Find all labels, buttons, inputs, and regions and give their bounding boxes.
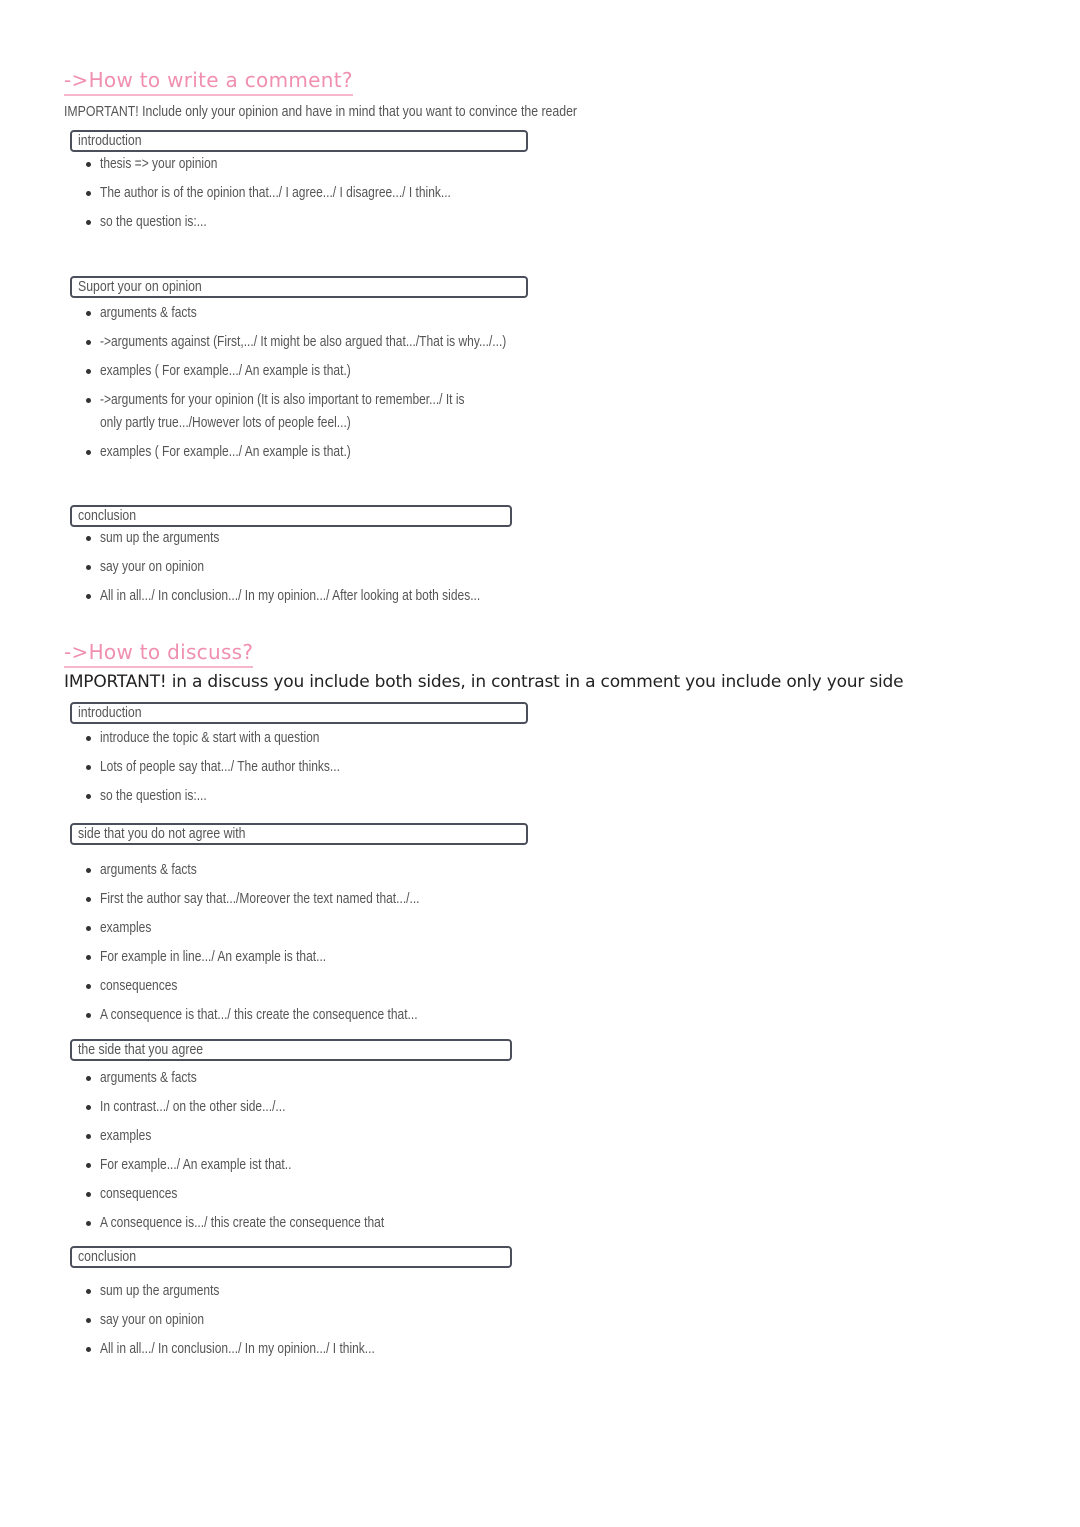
bullet-icon — [86, 1163, 91, 1168]
bullet-icon — [86, 536, 91, 541]
bullet-list-comment-support — [84, 301, 608, 469]
bullet-list-comment-introduction — [84, 152, 539, 239]
bullet-list-discuss-conclusion — [84, 1279, 444, 1366]
list-item: First the author say that.../Moreover the text named that.../... — [84, 887, 499, 916]
list-item: consequences — [84, 1182, 455, 1211]
bullet-icon — [86, 340, 91, 345]
list-item: examples — [84, 1124, 455, 1153]
bullet-icon — [86, 220, 91, 225]
bullet-icon — [86, 955, 91, 960]
list-item: arguments & facts — [84, 858, 499, 887]
section-label: Suport your on opinion — [78, 278, 202, 295]
bullet-icon — [86, 1013, 91, 1018]
list-item: examples ( For example.../ An example is that.) — [84, 440, 608, 469]
section-box-discuss-disagree — [70, 823, 528, 845]
list-item: say your on opinion — [84, 1308, 444, 1337]
list-item: sum up the arguments — [84, 526, 575, 555]
section-box-comment-conclusion — [70, 505, 512, 527]
bullet-icon — [86, 926, 91, 931]
list-item: For example.../ An example ist that.. — [84, 1153, 455, 1182]
section-label: introduction — [78, 704, 142, 721]
section-label: conclusion — [78, 507, 137, 524]
bullet-icon — [86, 1221, 91, 1226]
bullet-icon — [86, 765, 91, 770]
section-box-discuss-conclusion — [70, 1246, 512, 1268]
bullet-list-discuss-introduction — [84, 726, 400, 813]
list-item: The author is of the opinion that.../ I agree.../ I disagree.../ I think... — [84, 181, 539, 210]
bullet-icon — [86, 736, 91, 741]
bullet-icon — [86, 450, 91, 455]
list-item: thesis => your opinion — [84, 152, 539, 181]
bullet-icon — [86, 1134, 91, 1139]
section-box-comment-introduction — [70, 130, 528, 152]
list-item: so the question is:... — [84, 784, 400, 813]
section-label: the side that you agree — [78, 1041, 204, 1058]
bullet-icon — [86, 1289, 91, 1294]
list-item: consequences — [84, 974, 499, 1003]
discuss-heading: ->How to discuss? — [64, 640, 253, 668]
bullet-icon — [86, 868, 91, 873]
list-item: arguments & facts — [84, 1066, 455, 1095]
bullet-icon — [86, 398, 91, 403]
comment-important-note: IMPORTANT! Include only your opinion and have in mind that you want to convince the reader — [64, 103, 578, 120]
bullet-icon — [86, 1318, 91, 1323]
list-item: arguments & facts — [84, 301, 608, 330]
list-item: A consequence is.../ this create the consequence that — [84, 1211, 455, 1240]
section-box-discuss-introduction — [70, 702, 528, 724]
list-item: introduce the topic & start with a question — [84, 726, 400, 755]
bullet-icon — [86, 191, 91, 196]
section-box-comment-support — [70, 276, 528, 298]
section-label: introduction — [78, 132, 142, 149]
list-item: examples ( For example.../ An example is that.) — [84, 359, 608, 388]
bullet-icon — [86, 984, 91, 989]
section-label: side that you do not agree with — [78, 825, 246, 842]
list-item: Lots of people say that.../ The author thinks... — [84, 755, 400, 784]
list-item: All in all.../ In conclusion.../ In my opinion.../ I think... — [84, 1337, 444, 1366]
list-item: In contrast.../ on the other side.../... — [84, 1095, 455, 1124]
bullet-icon — [86, 897, 91, 902]
bullet-icon — [86, 794, 91, 799]
bullet-icon — [86, 565, 91, 570]
bullet-icon — [86, 311, 91, 316]
bullet-icon — [86, 594, 91, 599]
list-item: sum up the arguments — [84, 1279, 444, 1308]
bullet-icon — [86, 1347, 91, 1352]
list-item: All in all.../ In conclusion.../ In my opinion.../ After looking at both sides... — [84, 584, 575, 613]
bullet-icon — [86, 369, 91, 374]
list-item: ->arguments for your opinion (It is also important to remember.../ It is only partly true.../However lots of people feel...) — [84, 388, 608, 440]
bullet-list-comment-conclusion — [84, 526, 575, 613]
section-box-discuss-agree — [70, 1039, 512, 1061]
bullet-icon — [86, 1105, 91, 1110]
list-item: examples — [84, 916, 499, 945]
discuss-important-note: IMPORTANT! in a discuss you include both sides, in contrast in a comment you include only your side — [64, 672, 904, 692]
bullet-icon — [86, 162, 91, 167]
list-item: so the question is:... — [84, 210, 539, 239]
list-item: For example in line.../ An example is that... — [84, 945, 499, 974]
bullet-icon — [86, 1192, 91, 1197]
bullet-list-discuss-disagree — [84, 858, 499, 1032]
list-item: ->arguments against (First,.../ It might be also argued that.../That is why.../...) — [84, 330, 608, 359]
bullet-icon — [86, 1076, 91, 1081]
section-label: conclusion — [78, 1248, 137, 1265]
list-item: A consequence is that.../ this create the consequence that... — [84, 1003, 499, 1032]
bullet-list-discuss-agree — [84, 1066, 455, 1240]
list-item: say your on opinion — [84, 555, 575, 584]
comment-heading: ->How to write a comment? — [64, 68, 353, 96]
